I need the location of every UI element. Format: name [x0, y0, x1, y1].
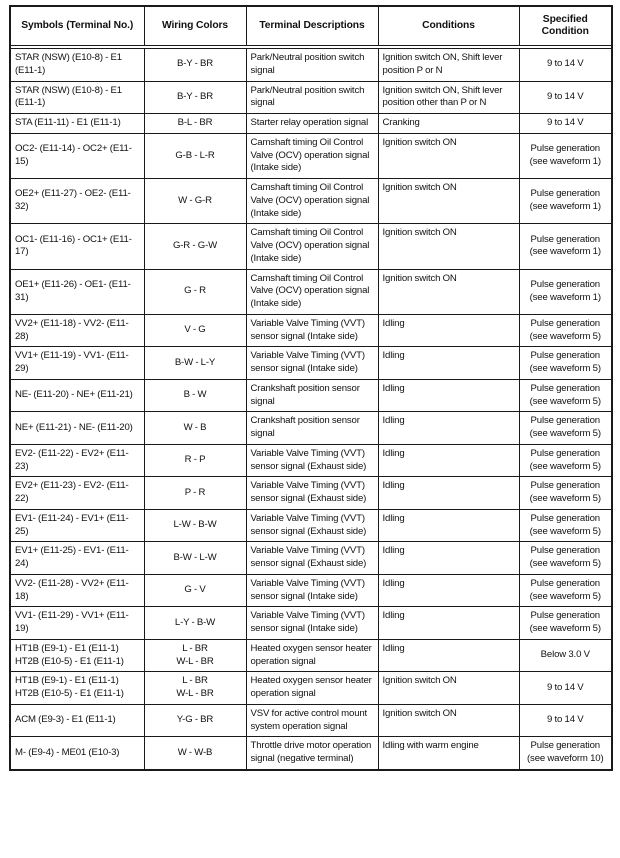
- column-header-conditions: Conditions: [378, 6, 519, 46]
- cell-wiring-color: B-Y - BR: [144, 81, 246, 114]
- cell-symbol: VV2+ (E11-18) - VV2- (E11-28): [10, 314, 144, 347]
- cell-wiring-color: B-Y - BR: [144, 49, 246, 82]
- cell-wiring-color: W - W-B: [144, 737, 246, 770]
- cell-wiring-color: L-W - B-W: [144, 509, 246, 542]
- table-body: [10, 49, 612, 770]
- cell-symbol: EV2- (E11-22) - EV2+ (E11-23): [10, 444, 144, 477]
- cell-terminal-description: Camshaft timing Oil Control Valve (OCV) operation signal (Intake side): [246, 269, 378, 314]
- cell-condition: Ignition switch ON: [378, 672, 519, 705]
- cell-condition: Ignition switch ON, Shift lever position P or N: [378, 49, 519, 82]
- cell-wiring-color: W - G-R: [144, 179, 246, 224]
- table-row: [10, 737, 612, 770]
- cell-symbol: [10, 639, 144, 672]
- cell-wiring-color: Y-G - BR: [144, 704, 246, 737]
- cell-specified-condition: Pulse generation (see waveform 5): [519, 347, 612, 380]
- cell-specified-condition: 9 to 14 V: [519, 704, 612, 737]
- table-row: [10, 542, 612, 575]
- column-header-specified-condition: Specified Condition: [519, 6, 612, 46]
- table-row: [10, 607, 612, 640]
- table-row: [10, 444, 612, 477]
- table-row: [10, 49, 612, 82]
- cell-wiring-color-line-1: L - BR: [182, 675, 208, 687]
- cell-wiring-color: W - B: [144, 412, 246, 445]
- cell-symbol: NE+ (E11-21) - NE- (E11-20): [10, 412, 144, 445]
- cell-wiring-color: P - R: [144, 477, 246, 510]
- cell-wiring-color: G - R: [144, 269, 246, 314]
- table-row: [10, 133, 612, 178]
- cell-condition: Idling with warm engine: [378, 737, 519, 770]
- cell-terminal-description: Camshaft timing Oil Control Valve (OCV) operation signal (Intake side): [246, 224, 378, 269]
- table-row: [10, 314, 612, 347]
- cell-specified-condition: Pulse generation (see waveform 5): [519, 542, 612, 575]
- cell-condition: Idling: [378, 574, 519, 607]
- column-header-symbols: Symbols (Terminal No.): [10, 6, 144, 46]
- table-row: [10, 412, 612, 445]
- cell-wiring-color: G-B - L-R: [144, 133, 246, 178]
- cell-condition: Idling: [378, 477, 519, 510]
- table-row: [10, 704, 612, 737]
- cell-condition: Idling: [378, 639, 519, 672]
- cell-specified-condition: 9 to 14 V: [519, 81, 612, 114]
- cell-terminal-description: Crankshaft position sensor signal: [246, 412, 378, 445]
- table-row: [10, 477, 612, 510]
- cell-wiring-color: G-R - G-W: [144, 224, 246, 269]
- cell-condition: Ignition switch ON: [378, 224, 519, 269]
- column-header-wiring-colors: Wiring Colors: [144, 6, 246, 46]
- cell-terminal-description: Starter relay operation signal: [246, 114, 378, 134]
- table-row: [10, 574, 612, 607]
- cell-specified-condition: Pulse generation (see waveform 5): [519, 412, 612, 445]
- cell-specified-condition: Pulse generation (see waveform 10): [527, 740, 604, 764]
- cell-specified-condition: 9 to 14 V: [519, 49, 612, 82]
- cell-wiring-color: L-Y - B-W: [144, 607, 246, 640]
- cell-wiring-color: B-W - L-Y: [144, 347, 246, 380]
- cell-terminal-description: Crankshaft position sensor signal: [246, 379, 378, 412]
- cell-specified-condition: Pulse generation (see waveform 1): [519, 269, 612, 314]
- cell-condition: Idling: [378, 347, 519, 380]
- cell-wiring-color: V - G: [144, 314, 246, 347]
- cell-symbol: OC2- (E11-14) - OC2+ (E11-15): [10, 133, 144, 178]
- table-row: [10, 269, 612, 314]
- cell-terminal-description: Heated oxygen sensor heater operation signal: [246, 639, 378, 672]
- cell-terminal-description: Camshaft timing Oil Control Valve (OCV) operation signal (Intake side): [246, 133, 378, 178]
- cell-symbol: STAR (NSW) (E10-8) - E1 (E11-1): [10, 49, 144, 82]
- cell-condition: Ignition switch ON: [378, 133, 519, 178]
- cell-specified-condition: Pulse generation (see waveform 5): [519, 379, 612, 412]
- cell-symbol: VV2- (E11-28) - VV2+ (E11-18): [10, 574, 144, 607]
- cell-condition: Ignition switch ON: [378, 269, 519, 314]
- table-header-row: [10, 6, 612, 46]
- cell-wiring-color: [144, 672, 246, 705]
- cell-specified-condition: Pulse generation (see waveform 1): [519, 224, 612, 269]
- cell-symbol-line-1: HT1B (E9-1) - E1 (E11-1): [15, 642, 119, 654]
- cell-symbol: NE- (E11-20) - NE+ (E11-21): [10, 379, 144, 412]
- cell-specified-condition: Pulse generation (see waveform 5): [519, 444, 612, 477]
- cell-symbol: OE1+ (E11-26) - OE1- (E11-31): [10, 269, 144, 314]
- cell-condition: Idling: [378, 509, 519, 542]
- table-row: [10, 81, 612, 114]
- cell-terminal-description: Variable Valve Timing (VVT) sensor signal (Intake side): [246, 607, 378, 640]
- cell-terminal-description: Heated oxygen sensor heater operation signal: [246, 672, 378, 705]
- cell-symbol: OC1- (E11-16) - OC1+ (E11-17): [10, 224, 144, 269]
- cell-specified-condition: Below 3.0 V: [519, 639, 612, 672]
- cell-wiring-color: R - P: [144, 444, 246, 477]
- cell-symbol: STAR (NSW) (E10-8) - E1 (E11-1): [10, 81, 144, 114]
- table-row: [10, 509, 612, 542]
- cell-specified-condition: 9 to 14 V: [519, 114, 612, 134]
- cell-condition: Idling: [378, 379, 519, 412]
- cell-condition: Ignition switch ON: [378, 704, 519, 737]
- cell-specified-condition: Pulse generation (see waveform 5): [519, 574, 612, 607]
- cell-wiring-color-line-2: W-L - BR: [176, 688, 214, 699]
- cell-condition: Idling: [378, 607, 519, 640]
- cell-condition: Idling: [378, 314, 519, 347]
- cell-symbol: EV2+ (E11-23) - EV2- (E11-22): [10, 477, 144, 510]
- column-header-terminal-descriptions: Terminal Descriptions: [246, 6, 378, 46]
- cell-wiring-color: G - V: [144, 574, 246, 607]
- cell-condition: Idling: [378, 412, 519, 445]
- cell-terminal-description: Camshaft timing Oil Control Valve (OCV) operation signal (Intake side): [246, 179, 378, 224]
- cell-symbol: ACM (E9-3) - E1 (E11-1): [10, 704, 144, 737]
- cell-terminal-description: Park/Neutral position switch signal: [246, 49, 378, 82]
- table-row: [10, 347, 612, 380]
- cell-specified-condition: Pulse generation (see waveform 5): [519, 477, 612, 510]
- table-row: [10, 114, 612, 134]
- cell-terminal-description: VSV for active control mount system operation signal: [246, 704, 378, 737]
- cell-specified-condition: Pulse generation (see waveform 1): [519, 133, 612, 178]
- cell-wiring-color: B - W: [144, 379, 246, 412]
- cell-symbol: M- (E9-4) - ME01 (E10-3): [10, 737, 144, 770]
- cell-terminal-description: Variable Valve Timing (VVT) sensor signal (Exhaust side): [246, 509, 378, 542]
- cell-condition: Idling: [378, 444, 519, 477]
- cell-condition: Ignition switch ON: [378, 179, 519, 224]
- cell-condition: Cranking: [378, 114, 519, 134]
- cell-symbol: [10, 672, 144, 705]
- cell-wiring-color: [144, 639, 246, 672]
- table-header: [10, 6, 612, 49]
- cell-terminal-description: Variable Valve Timing (VVT) sensor signal (Intake side): [246, 314, 378, 347]
- cell-specified-condition: Pulse generation (see waveform 5): [519, 509, 612, 542]
- cell-specified-condition: Pulse generation (see waveform 5): [519, 314, 612, 347]
- cell-terminal-description: Park/Neutral position switch signal: [246, 81, 378, 114]
- cell-wiring-color: B-W - L-W: [144, 542, 246, 575]
- cell-condition: Idling: [378, 542, 519, 575]
- cell-wiring-color-line-1: L - BR: [182, 642, 208, 654]
- cell-symbol: EV1- (E11-24) - EV1+ (E11-25): [10, 509, 144, 542]
- cell-terminal-description: Variable Valve Timing (VVT) sensor signal (Intake side): [246, 347, 378, 380]
- cell-symbol: VV1+ (E11-19) - VV1- (E11-29): [10, 347, 144, 380]
- cell-terminal-description: Variable Valve Timing (VVT) sensor signal (Exhaust side): [246, 542, 378, 575]
- table-row: [10, 639, 612, 672]
- cell-symbol-line-2: HT2B (E10-5) - E1 (E11-1): [15, 688, 124, 699]
- table-row: [10, 224, 612, 269]
- cell-terminal-description: Variable Valve Timing (VVT) sensor signal (Intake side): [246, 574, 378, 607]
- cell-symbol-line-1: HT1B (E9-1) - E1 (E11-1): [15, 675, 119, 687]
- cell-wiring-color: B-L - BR: [144, 114, 246, 134]
- cell-specified-condition: Pulse generation (see waveform 1): [519, 179, 612, 224]
- cell-symbol: VV1- (E11-29) - VV1+ (E11-19): [10, 607, 144, 640]
- cell-terminal-description: Throttle drive motor operation signal (negative terminal): [246, 737, 378, 770]
- table-row: [10, 379, 612, 412]
- cell-symbol: EV1+ (E11-25) - EV1- (E11-24): [10, 542, 144, 575]
- table-row: [10, 179, 612, 224]
- cell-terminal-description: Variable Valve Timing (VVT) sensor signal (Exhaust side): [246, 477, 378, 510]
- cell-specified-condition: 9 to 14 V: [519, 672, 612, 705]
- terminal-specification-table: [9, 5, 613, 771]
- table-row: [10, 672, 612, 705]
- cell-wiring-color-line-2: W-L - BR: [176, 655, 214, 667]
- cell-condition: Ignition switch ON, Shift lever position other than P or N: [378, 81, 519, 114]
- cell-specified-condition: Pulse generation (see waveform 5): [519, 607, 612, 640]
- cell-symbol-line-2: HT2B (E10-5) - E1 (E11-1): [15, 655, 124, 667]
- cell-symbol: STA (E11-11) - E1 (E11-1): [10, 114, 144, 134]
- cell-symbol: OE2+ (E11-27) - OE2- (E11-32): [10, 179, 144, 224]
- cell-terminal-description: Variable Valve Timing (VVT) sensor signal (Exhaust side): [246, 444, 378, 477]
